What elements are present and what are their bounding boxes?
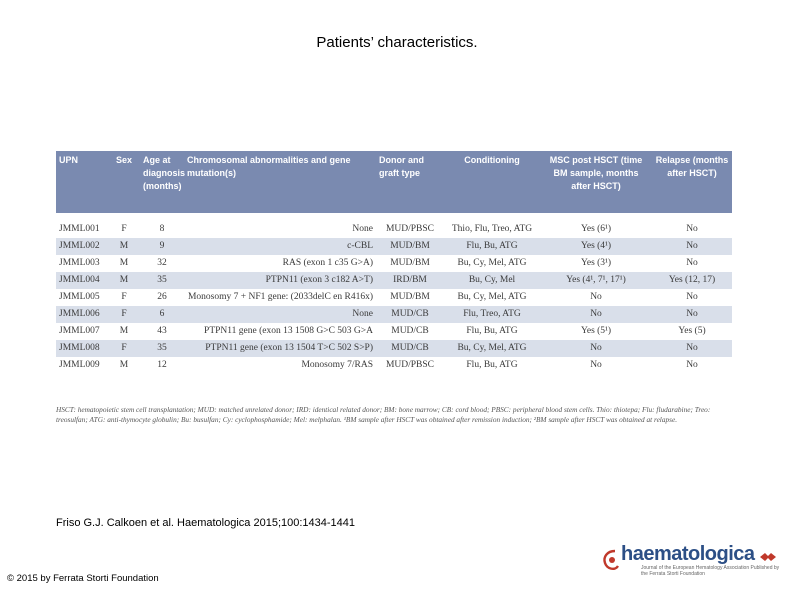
cell-age: 32 — [157, 258, 167, 268]
cell-relapse: No — [652, 238, 732, 255]
cell-upn: JMML006 — [56, 306, 108, 323]
cell-conditioning: Bu, Cy, Mel, ATG — [457, 258, 527, 268]
cell-age: 6 — [140, 306, 184, 323]
header-donor: Donor and graft type — [376, 151, 444, 213]
cell-relapse: No — [686, 224, 698, 234]
cell-age: 35 — [140, 340, 184, 357]
cell-msc: Yes (3¹) — [580, 258, 612, 268]
cell-donor: MUD/BM — [376, 238, 444, 255]
table-footnote: HSCT: hematopoietic stem cell transplantation; MUD: matched unrelated donor; IRD: identical related donor; BM: bone marrow; CB: cord blood; PBSC: peripheral blood stem cells. Thio: thiotepa; Flu: fludarabine; Treo: treosulfan; ATG: anti-thymocyte globulin; Bu: busulfan; Cy: cyclophosphamide; Mel: melphalan. ¹BM sample after HSCT was obtained after remission induction; ²BM sample after HSCT was obtained at relapse. — [56, 405, 711, 424]
cell-conditioning: Flu, Treo, ATG — [444, 306, 540, 323]
header-conditioning: Conditioning — [444, 151, 540, 213]
cell-age: 8 — [159, 224, 165, 234]
cell-conditioning: Flu, Bu, ATG — [466, 360, 518, 370]
header-sex: Sex — [108, 151, 140, 213]
cell-msc: No — [540, 306, 652, 323]
header-age: Age at diagnosis (months) — [140, 151, 184, 213]
cell-upn: JMML001 — [59, 224, 100, 234]
cell-sex: M — [108, 238, 140, 255]
cell-chromosomal: None — [352, 224, 373, 234]
logo-emblem-icon — [759, 551, 777, 563]
cell-relapse: No — [686, 258, 698, 268]
cell-sex: F — [108, 306, 140, 323]
cell-conditioning: Bu, Cy, Mel, ATG — [457, 292, 527, 302]
header-upn: UPN — [56, 151, 108, 213]
table-row — [56, 255, 732, 272]
header-msc: MSC post HSCT (time BM sample, months after HSCT) — [540, 151, 652, 213]
cell-age: 9 — [140, 238, 184, 255]
cell-chromosomal: c-CBL — [184, 238, 376, 255]
cell-conditioning: Flu, Bu, ATG — [444, 238, 540, 255]
cell-donor: IRD/BM — [376, 272, 444, 289]
cell-upn: JMML005 — [59, 292, 100, 302]
cell-msc: No — [540, 340, 652, 357]
table-row — [56, 272, 732, 289]
cell-donor: MUD/CB — [376, 306, 444, 323]
table-header-row — [56, 151, 732, 213]
cell-chromosomal: Monosomy 7/RAS — [301, 360, 373, 370]
cell-sex: F — [108, 340, 140, 357]
cell-upn: JMML002 — [56, 238, 108, 255]
haematologica-logo — [601, 543, 781, 579]
cell-msc: No — [590, 360, 602, 370]
cell-relapse: No — [652, 340, 732, 357]
cell-relapse: Yes (5) — [678, 326, 706, 336]
table-row — [56, 238, 732, 255]
cell-age: 35 — [140, 272, 184, 289]
cell-msc: Yes (6¹) — [580, 224, 612, 234]
table-row — [56, 306, 732, 323]
logo-swirl-icon — [601, 549, 621, 573]
cell-sex: F — [121, 224, 127, 234]
citation: Friso G.J. Calkoen et al. Haematologica 2015;100:1434-1441 — [56, 517, 356, 529]
logo-wordmark: haematologica — [621, 543, 755, 565]
cell-donor: MUD/CB — [391, 326, 429, 336]
patients-table — [56, 151, 732, 374]
cell-relapse: Yes (12, 17) — [652, 272, 732, 289]
cell-relapse: No — [686, 360, 698, 370]
cell-chromosomal: None — [184, 306, 376, 323]
cell-msc: Yes (4¹, 7¹, 17¹) — [540, 272, 652, 289]
cell-sex: M — [119, 258, 129, 268]
header-relapse: Relapse (months after HSCT) — [652, 151, 732, 213]
cell-msc: Yes (5¹) — [580, 326, 612, 336]
cell-msc: Yes (4¹) — [540, 238, 652, 255]
cell-sex: F — [121, 292, 127, 302]
table-row — [56, 323, 732, 340]
table-row — [56, 340, 732, 357]
cell-upn: JMML009 — [59, 360, 100, 370]
cell-msc: No — [590, 292, 602, 302]
cell-donor: MUD/BM — [390, 292, 430, 302]
cell-sex: M — [108, 272, 140, 289]
cell-conditioning: Flu, Bu, ATG — [466, 326, 518, 336]
cell-sex: M — [119, 326, 129, 336]
cell-upn: JMML008 — [56, 340, 108, 357]
cell-relapse: No — [652, 306, 732, 323]
cell-donor: MUD/PBSC — [385, 360, 435, 370]
cell-age: 26 — [157, 292, 167, 302]
cell-age: 12 — [157, 360, 167, 370]
cell-upn: JMML004 — [56, 272, 108, 289]
patients-table-container — [56, 151, 732, 374]
cell-upn: JMML007 — [59, 326, 100, 336]
table-row — [56, 289, 732, 306]
cell-conditioning: Bu, Cy, Mel — [444, 272, 540, 289]
slide-title: Patients’ characteristics. — [316, 34, 478, 51]
cell-conditioning: Thio, Flu, Treo, ATG — [451, 224, 533, 234]
logo-tagline: Journal of the European Hematology Association Published by the Ferrata Storti Foundation — [641, 565, 780, 577]
table-row — [56, 357, 732, 374]
copyright-notice: © 2015 by Ferrata Storti Foundation — [7, 573, 159, 584]
cell-chromosomal: PTPN11 gene (exon 13 1508 G>C 503 G>A — [204, 326, 373, 336]
cell-chromosomal: PTPN11 gene (exon 13 1504 T>C 502 S>P) — [184, 340, 376, 357]
cell-upn: JMML003 — [59, 258, 100, 268]
cell-conditioning: Bu, Cy, Mel, ATG — [444, 340, 540, 357]
cell-donor: MUD/CB — [376, 340, 444, 357]
table-row — [56, 213, 732, 238]
cell-chromosomal: Monosomy 7 + NF1 gene: (2033delC en R416x) — [187, 292, 373, 302]
cell-donor: MUD/BM — [390, 258, 430, 268]
cell-chromosomal: PTPN11 (exon 3 c182 A>T) — [184, 272, 376, 289]
cell-sex: M — [119, 360, 129, 370]
cell-donor: MUD/PBSC — [385, 224, 435, 234]
cell-age: 43 — [157, 326, 167, 336]
cell-relapse: No — [686, 292, 698, 302]
cell-chromosomal: RAS (exon 1 c35 G>A) — [282, 258, 373, 268]
header-chromosomal: Chromosomal abnormalities and gene mutation(s) — [184, 151, 376, 213]
